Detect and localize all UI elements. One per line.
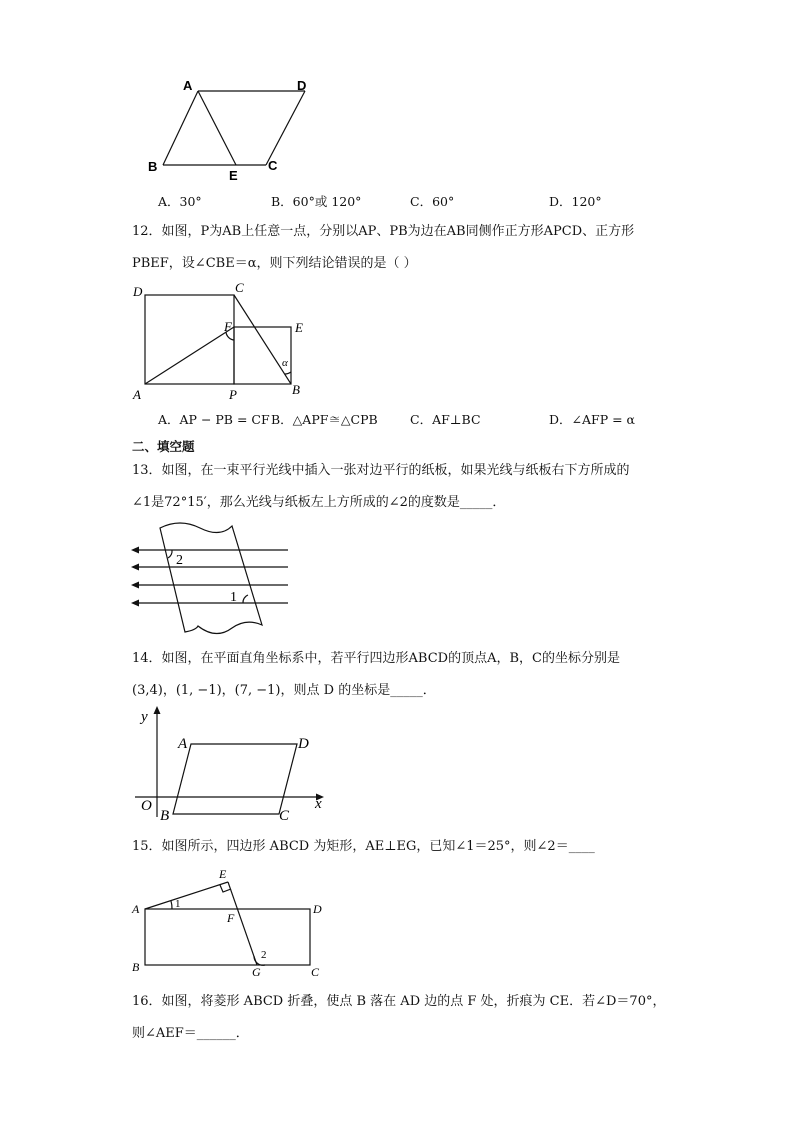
q15-label-1: 1 bbox=[175, 898, 181, 910]
q14-label-o: O bbox=[141, 798, 152, 814]
q12-option-b: B．△APF≅△CPB bbox=[271, 412, 378, 427]
q12-option-a: A．AP − PB = CF bbox=[158, 412, 270, 427]
q15-segment-ae bbox=[145, 882, 228, 909]
q11-option-d: D．120° bbox=[549, 194, 602, 209]
q15-label-c: C bbox=[311, 965, 320, 979]
q12-label-f: F bbox=[224, 319, 232, 334]
q14-label-y: y bbox=[141, 709, 148, 725]
q12-label-c: C bbox=[235, 280, 244, 295]
q11-label-a: A bbox=[183, 78, 193, 93]
q14-label-a: A bbox=[178, 736, 188, 752]
q13-label-2: 2 bbox=[176, 553, 183, 568]
section-title-fill-in: 二、填空题 bbox=[132, 439, 195, 454]
q15-label-b: B bbox=[132, 960, 140, 974]
q14-label-d: D bbox=[298, 736, 309, 752]
q12-text-line2: PBEF，设∠CBE＝α，则下列结论错误的是（ ） bbox=[132, 256, 417, 271]
q11-option-b: B．60°或 120° bbox=[271, 194, 362, 209]
q12-label-b: B bbox=[292, 382, 300, 397]
q14-text-line1: 14．如图，在平面直角坐标系中，若平行四边形ABCD的顶点A，B，C的坐标分别是 bbox=[132, 651, 620, 666]
q15-text-line1: 15．如图所示，四边形 ABCD 为矩形，AE⊥EG，已知∠1＝25°，则∠2＝____ bbox=[132, 839, 595, 854]
q12-label-p: P bbox=[229, 387, 237, 402]
q13-text-line2: ∠1是72°15′，那么光线与纸板左上方所成的∠2的度数是_____． bbox=[132, 495, 506, 510]
q15-label-f: F bbox=[227, 911, 235, 925]
q15-label-d: D bbox=[313, 902, 322, 916]
q16-text-line2: 则∠AEF＝______． bbox=[132, 1026, 249, 1041]
q12-label-d: D bbox=[133, 284, 143, 299]
q15-label-g: G bbox=[252, 965, 261, 979]
q14-label-c: C bbox=[279, 808, 290, 824]
q11-option-c: C．60° bbox=[410, 194, 455, 209]
q11-label-b: B bbox=[148, 159, 158, 174]
q11-label-d: D bbox=[297, 78, 307, 93]
q12-label-a: A bbox=[133, 387, 141, 402]
q14-label-x: x bbox=[315, 796, 322, 812]
q11-label-e: E bbox=[229, 168, 238, 183]
q15-label-e: E bbox=[219, 867, 227, 881]
q14-text-line2: (3,4)，(1, −1)，(7, −1)，则点 D 的坐标是_____． bbox=[132, 683, 436, 698]
q11-option-a: A．30° bbox=[158, 194, 202, 209]
q13-label-1: 1 bbox=[230, 590, 237, 605]
q16-text-line1: 16．如图，将菱形 ABCD 折叠，使点 B 落在 AD 边的点 F 处，折痕为 CE．若∠D＝70°， bbox=[132, 994, 666, 1009]
q12-label-alpha: α bbox=[282, 357, 288, 369]
q11-label-c: C bbox=[268, 158, 278, 173]
q12-option-c: C．AF⊥BC bbox=[410, 412, 481, 427]
q14-label-b: B bbox=[160, 808, 170, 824]
q15-label-2: 2 bbox=[261, 949, 267, 961]
q12-label-e: E bbox=[295, 320, 303, 335]
q13-text-line1: 13．如图，在一束平行光线中插入一张对边平行的纸板，如果光线与纸板右下方所成的 bbox=[132, 463, 630, 478]
q12-text-line1: 12．如图，P为AB上任意一点，分别以AP、PB为边在AB同侧作正方形APCD、正方形 bbox=[132, 224, 635, 239]
q15-label-a: A bbox=[132, 902, 140, 916]
q12-option-d: D．∠AFP = α bbox=[549, 412, 635, 427]
q15-angle-1-arc bbox=[171, 901, 172, 909]
